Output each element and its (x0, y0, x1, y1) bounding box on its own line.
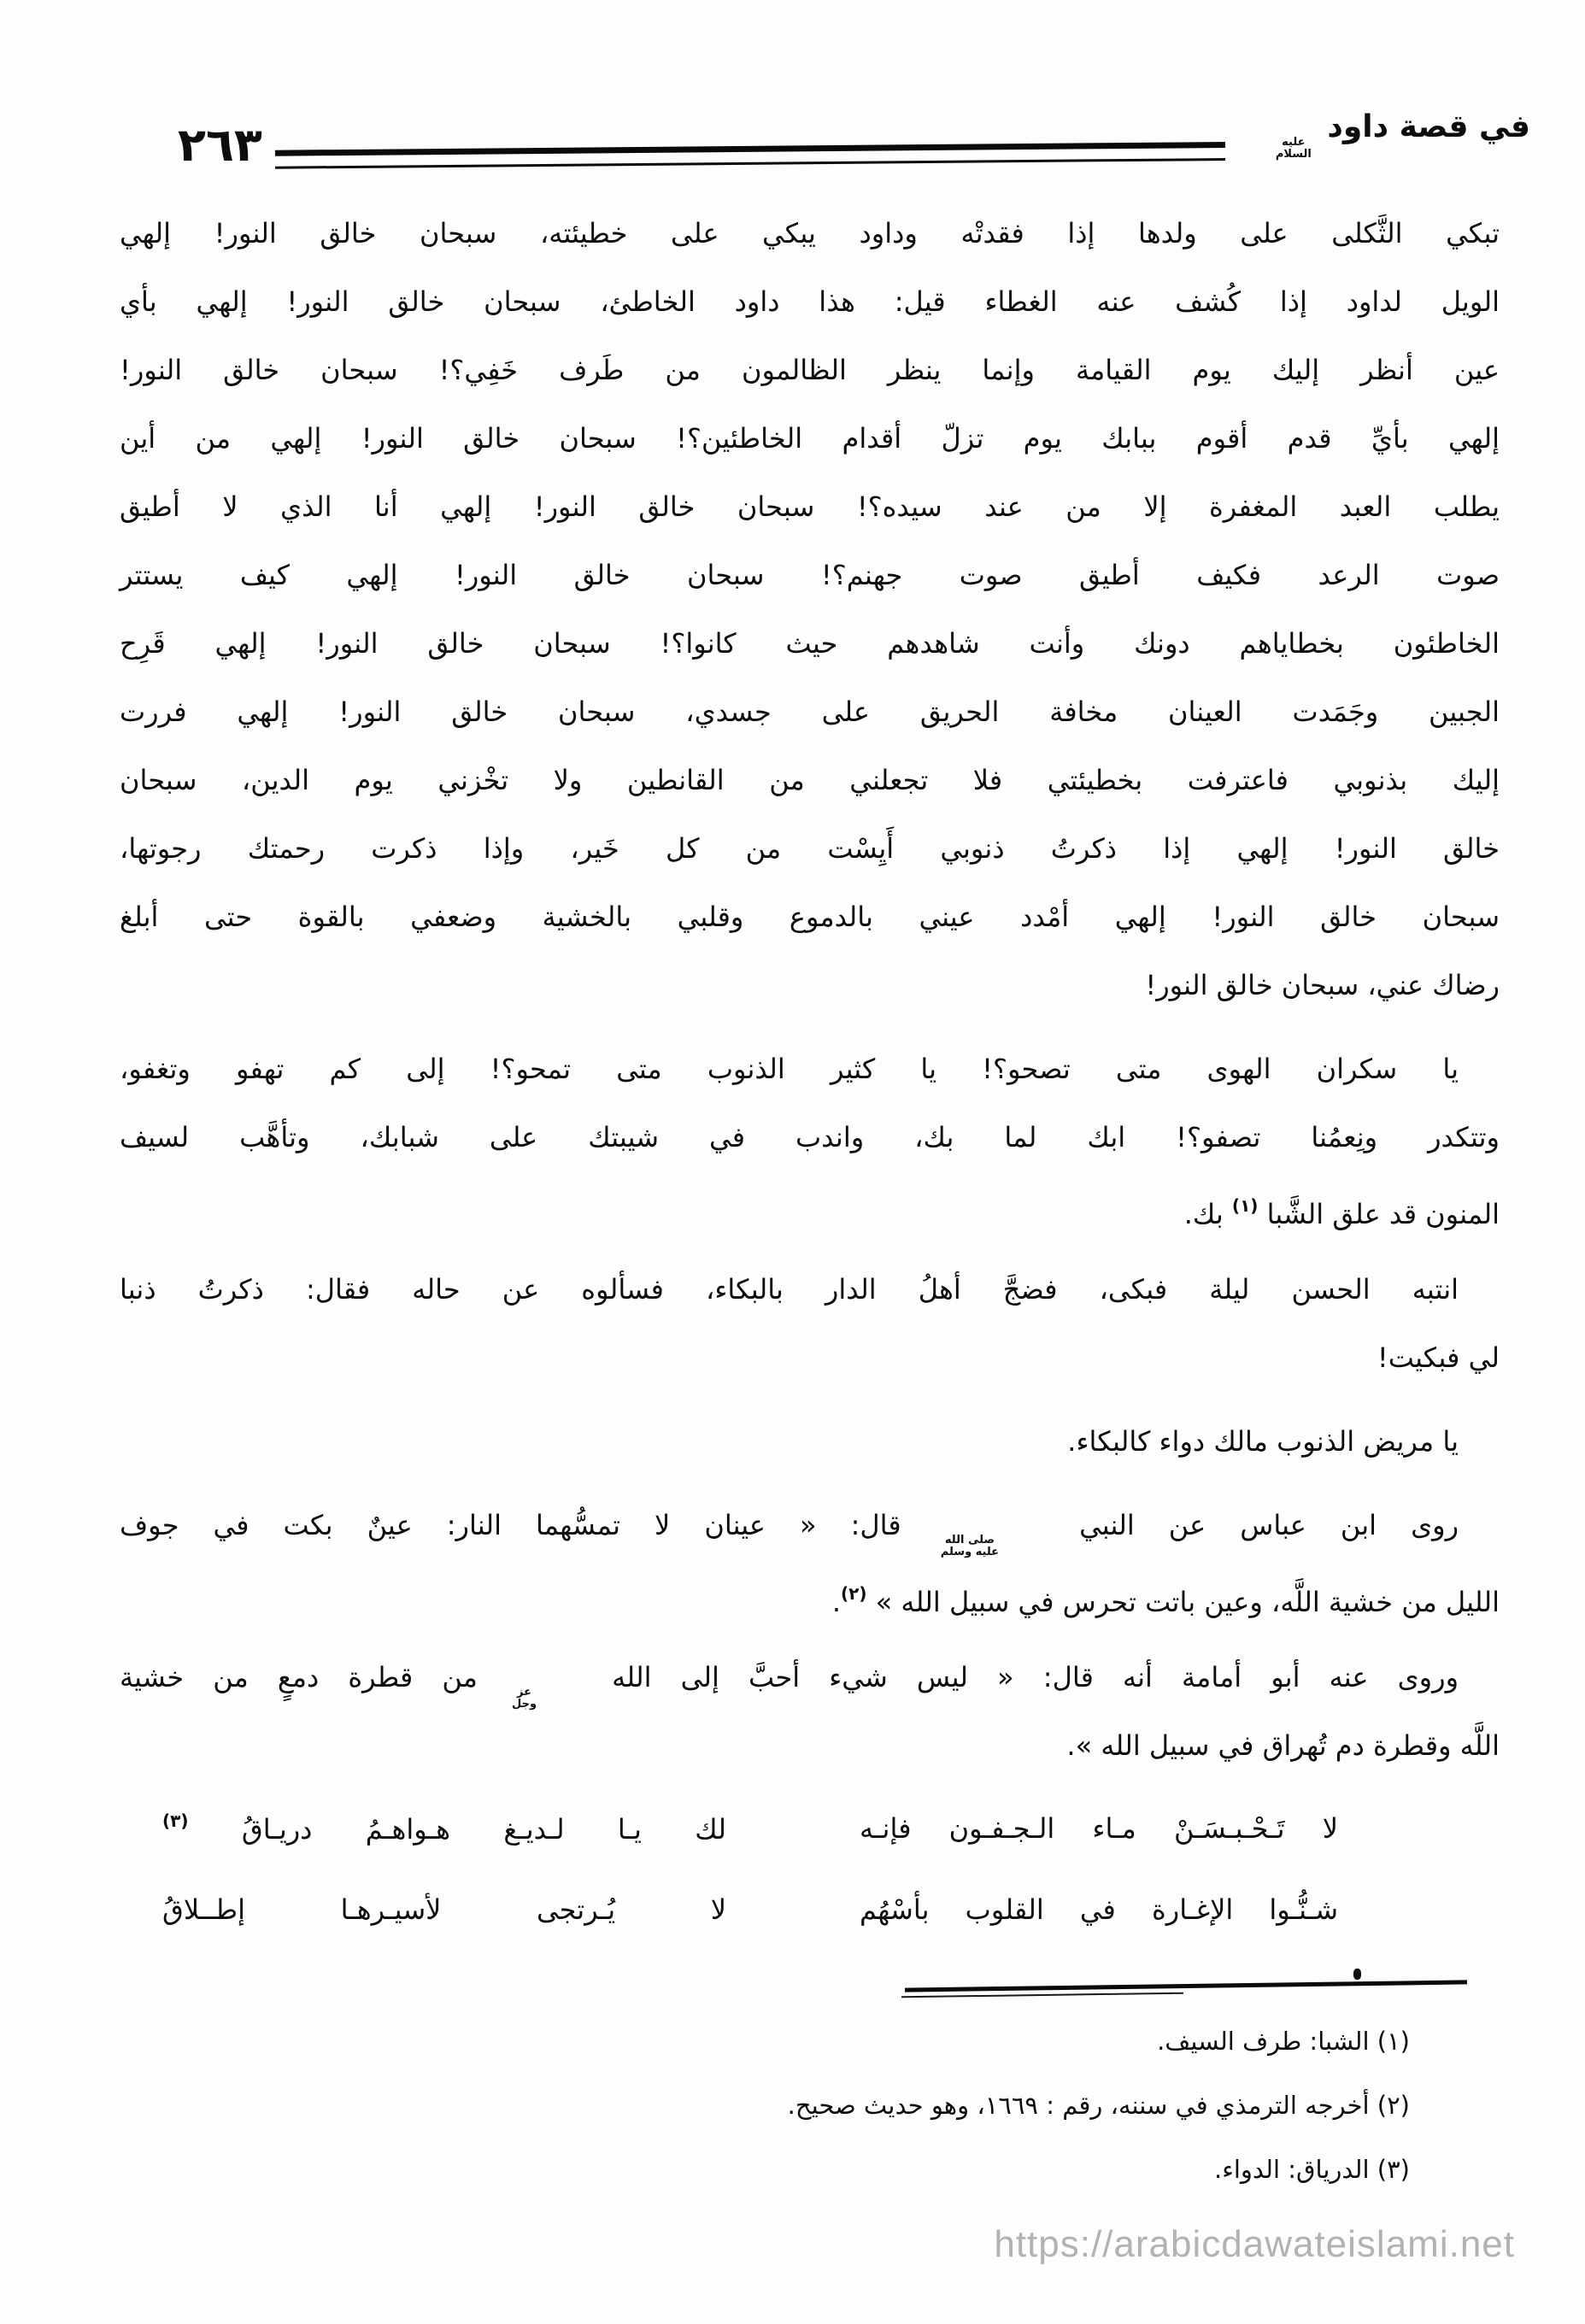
body-line: وتتكدر ونِعمُنا تصفو؟! ابك لما بك، واندب في شيبتك على شبابك، وتأهَّب لسيف (120, 1121, 1500, 1153)
body-line: لي فبكيت! (1377, 1341, 1500, 1374)
paragraph-hadith-ibn-abbas (120, 1491, 1500, 1628)
honorific-top: عليه (1282, 136, 1306, 149)
honorific-bottom: وجل (512, 1698, 537, 1711)
footnote-1: (١) الشبا: طرف السيف. (1157, 2027, 1410, 2056)
body-line (120, 1491, 1500, 1559)
body-line: يطلب العبد المغفرة إلا من عند سيده؟! سبحان خالق النور! إلهي أنا الذي لا أطيق (120, 490, 1500, 523)
body-line: الجبين وجَمَدت العينان مخافة الحريق على جسدي، سبحان خالق النور! إلهي فررت (120, 695, 1500, 728)
footnote-ref-3: (٣) (162, 1810, 189, 1831)
verse-2 (162, 1869, 1338, 1950)
body-line (120, 1171, 1500, 1240)
hemistich-1-right: لا تَـحْـبـسَـنْ مـاء الـجـفـون فإنـه (860, 1811, 1338, 1845)
body-line: إليك بذنوبي فاعترفت بخطيئتي فلا تجعلني من القانطين ولا تخْزني يوم الدين، سبحان (120, 764, 1500, 796)
page-number: ٢٦٣ (178, 118, 262, 172)
body-line: انتبه الحسن ليلة فبكى، فضجَّ أهلُ الدار بالبكاء، فسألوه عن حاله فقال: ذكرتُ ذنبا (120, 1273, 1459, 1306)
body-line-text: بك. (1183, 1198, 1224, 1230)
honorific-top: صلى الله (944, 1534, 995, 1546)
honorific-top: عز (517, 1686, 532, 1699)
body-line-text: من قطرة دمعٍ من خشية (120, 1661, 478, 1693)
paragraph-admonition (120, 1035, 1500, 1240)
paragraph-hadith-abu-umamah (120, 1643, 1500, 1780)
body-line-text: روى ابن عباس عن النبي (1079, 1509, 1459, 1541)
chapter-title (1271, 109, 1530, 161)
honorific-bottom: عليه وسلم (940, 1546, 1000, 1558)
body-line-text: قال: « عينان لا تمسُّهما النار: عينٌ بكت في جوف (120, 1509, 901, 1541)
hemistich-2-right: شـنُّـوا الإغـارة في القلوب بأسْهُم (860, 1893, 1338, 1926)
body-line: خالق النور! إلهي إذا ذكرتُ ذنوبي أَيِسْت من كل خَير، وإذا ذكرت رحمتك رجوتها، (120, 832, 1500, 865)
footnote-separator-thin (901, 1992, 1183, 1998)
paragraph-aphorism (120, 1407, 1500, 1476)
body-line (120, 1559, 1500, 1628)
alayhis-salam-honorific (1276, 137, 1312, 161)
header-rule-thin (275, 158, 1225, 169)
body-line: الخاطئون بخطاياهم دونك وأنت شاهدهم حيث كانوا؟! سبحان خالق النور! إلهي قَرِح (120, 627, 1500, 660)
body-line: الويل لداود إذا كُشف عنه الغطاء قيل: هذا داود الخاطئ، سبحان خالق النور! إلهي بأي (120, 285, 1500, 318)
body-line: يا سكران الهوى متى تصحو؟! يا كثير الذنوب متى تمحو؟! إلى كم تهفو وتغفو، (120, 1053, 1459, 1085)
chapter-title-text: في قصة داود (1327, 109, 1530, 144)
pbuh-honorific (941, 1535, 1040, 1558)
body-line-text: المنون قد علق الشَّبا (1266, 1198, 1500, 1230)
website-watermark: https://arabicdawateislami.net (994, 2223, 1515, 2265)
hemistich-2-left: لا يُـرتجى لأسيـرهـا إطــلاقُ (162, 1893, 726, 1926)
paragraph-dua (120, 199, 1500, 1019)
body-line: عين أنظر إليك يوم القيامة وإنما ينظر الظالمون من طَرف خَفِي؟! سبحان خالق النور! (120, 354, 1500, 386)
poem (162, 1787, 1338, 1950)
footnote-ref-1: (١) (1231, 1195, 1259, 1216)
paragraph-hasan-story (120, 1255, 1500, 1392)
body-line-text: الليل من خشية اللَّه، وعين باتت تحرس في سبيل الله » (875, 1586, 1500, 1618)
body-line: تبكي الثَّكلى على ولدها إذا فقدتْه وداود يبكي على خطيئته، سبحان خالق النور! إلهي (120, 217, 1500, 249)
footnote-ref-2: (٢) (841, 1583, 867, 1604)
body-line: يا مريض الذنوب مالك دواء كالبكاء. (1067, 1425, 1459, 1458)
azzawajal-honorific (512, 1687, 578, 1711)
body-line (120, 1643, 1500, 1711)
footnote-3: (٣) الدرياق: الدواء. (1214, 2155, 1410, 2184)
hemistich-text: لك يـا لـديـغ هـواهـمُ دريـاقُ (241, 1813, 727, 1846)
honorific-bottom: السلام (1275, 148, 1312, 161)
main-text (120, 199, 1500, 1780)
body-line-text: . (831, 1586, 841, 1618)
body-line: اللَّه وقطرة دم تُهراق في سبيل الله ». (1066, 1729, 1500, 1762)
body-line: رضاك عني، سبحان خالق النور! (1145, 969, 1500, 1001)
body-line-text: وروى عنه أبو أمامة أنه قال: « ليس شيء أحبَّ إلى الله (612, 1661, 1459, 1693)
hemistich-1-left (162, 1810, 726, 1846)
header-rule-thick (275, 142, 1225, 156)
footnote-2: (٢) أخرجه الترمذي في سننه، رقم : ١٦٦٩، وهو حديث صحيح. (787, 2091, 1410, 2120)
body-line: صوت الرعد فكيف أطيق صوت جهنم؟! سبحان خالق النور! إلهي كيف يستتر (120, 559, 1500, 591)
body-line: إلهي بأيِّ قدم أقوم ببابك يوم تزلّ أقدام الخاطئين؟! سبحان خالق النور! إلهي من أين (120, 422, 1500, 455)
footnotes-section (137, 2010, 1410, 2202)
footnote-separator (905, 1980, 1467, 1992)
header-divider (275, 142, 1225, 174)
ink-speck (1353, 1969, 1361, 1980)
body-line: سبحان خالق النور! إلهي أمْدد عيني بالدموع وقلبي بالخشية وضعفي بالقوة حتى أبلغ (120, 901, 1500, 933)
verse-1 (162, 1787, 1338, 1869)
